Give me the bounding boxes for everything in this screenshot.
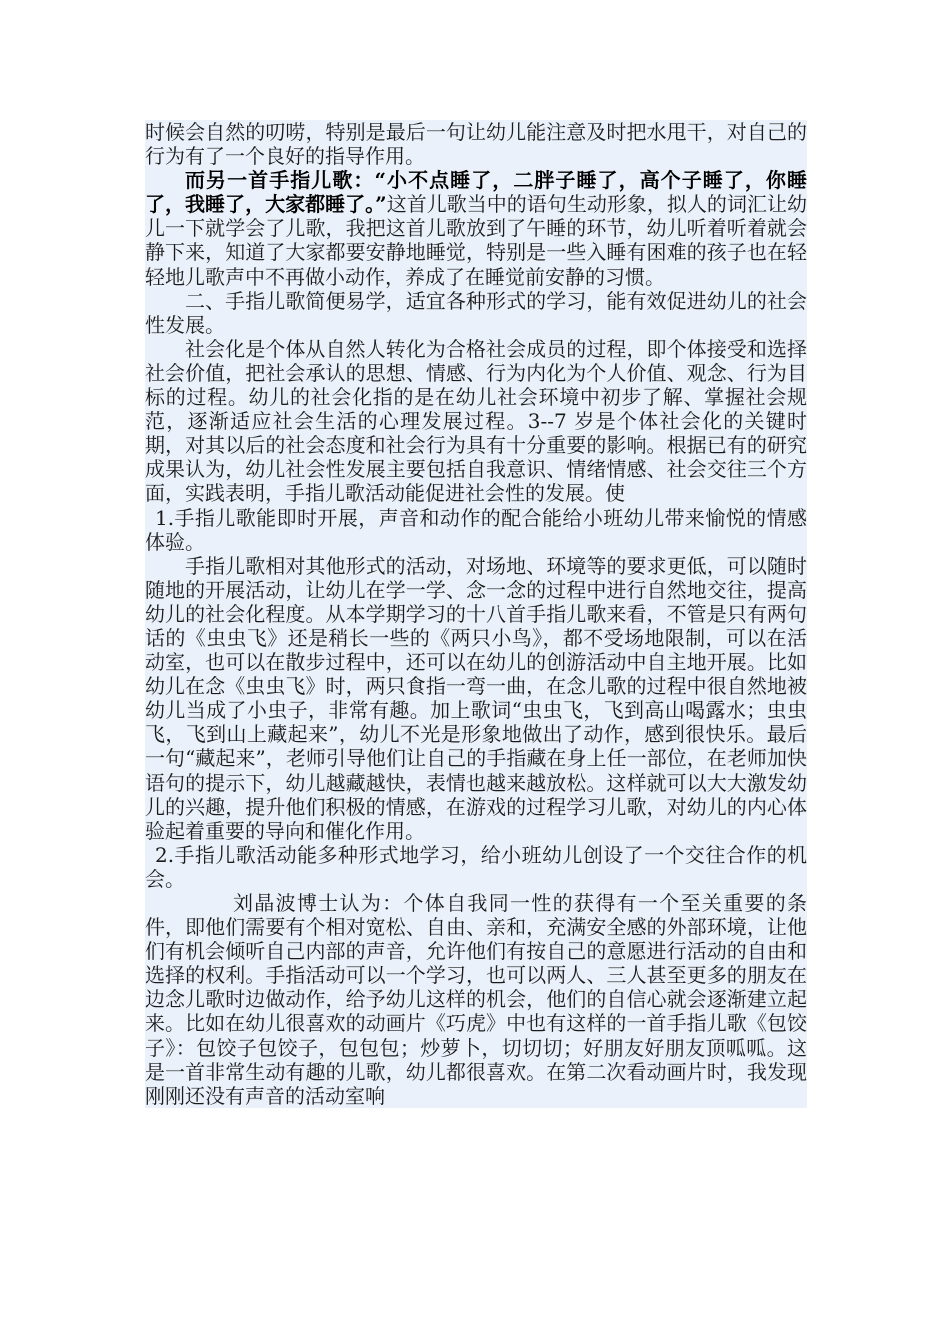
paragraph-finger-rhymes: 手指儿歌相对其他形式的活动，对场地、环境等的要求更低，可以随时随地的开展活动，让幼儿在学一学、念一念的过程中进行自然地交往，提高幼儿的社会化程度。从本学期学习的十八首手指儿歌来看，不管是只有两句话的《虫虫飞》还是稍长一些的《两只小鸟》，都不受场地限制，可以在活动室，也可以在散步过程中，还可以在幼儿的创游活动中自主地开展。比如幼儿在念《虫虫飞》时，两只食指一弯一曲，在念儿歌的过程中很自然地被幼儿当成了小虫子，非常有趣。加上歌词“虫虫飞，飞到高山喝露水；虫虫飞，飞到山上藏起来”，幼儿不光是形象地做出了动作，感到很快乐。最后一句“藏起来”，老师引导他们让自己的手指藏在身上任一部位，在老师加快语句的提示下，幼儿越藏越快，表情也越来越放松。这样就可以大大激发幼儿的兴趣，提升他们积极的情感，在游戏的过程学习儿歌，对幼儿的内心体验起着重要的导向和催化作用。 xyxy=(145,553,807,843)
paragraph-1: 时候会自然的叨唠，特别是最后一句让幼儿能注意及时把水甩干，对自己的行为有了一个良好的指导作用。 xyxy=(145,120,807,169)
paragraph-socialization: 社会化是个体从自然人转化为合格社会成员的过程，即个体接受和选择社会价值，把社会承认的思想、情感、行为内化为个人价值、观念、行为目标的过程。幼儿的社会化指的是在幼儿社会环境中初步了解、掌握社会规范，逐渐适应社会生活的心理发展过程。3--7 岁是个体社会化的关键时期，对其以后的社会态度和社会行为具有十分重要的影响。根据已有的研究成果认为，幼儿社会性发展主要包括自我意识、情绪情感、社会交往三个方面，实践表明，手指儿歌活动能促进社会性的发展。使 xyxy=(145,336,807,506)
subheading-2: 2.手指儿歌活动能多种形式地学习，给小班幼儿创设了一个交往合作的机会。 xyxy=(145,842,807,891)
paragraph-2-continuation: 这首儿歌当中的语句生动形象，拟人的词汇让幼儿一下就学会了儿歌，我把这首儿歌放到了午睡的环节，幼儿听着听着就会静下来，知道了大家都要安静地睡觉，特别是一些入睡有困难的孩子也在轻轻地儿歌声中不再做小动作，养成了在睡觉前安静的习惯。 xyxy=(145,192,807,289)
section-heading-2: 二、手指儿歌简便易学，适宜各种形式的学习，能有效促进幼儿的社会性发展。 xyxy=(145,288,807,337)
paragraph-2 xyxy=(145,168,807,288)
quoted-rhyme: 而另一首手指儿歌：“小不点睡了，二胖子睡了，高个子睡了，你睡了，我睡了，大家都睡了。” xyxy=(145,168,807,217)
subheading-1: 1.手指儿歌能即时开展，声音和动作的配合能给小班幼儿带来愉悦的情感体验。 xyxy=(145,505,807,554)
paragraph-liu-jingbo: 刘晶波博士认为：个体自我同一性的获得有一个至关重要的条件，即他们需要有个相对宽松、自由、亲和，充满安全感的外部环境，让他们有机会倾听自己内部的声音，允许他们有按自己的意愿进行活动的自由和选择的权利。手指活动可以一个学习，也可以两人、三人甚至更多的朋友在边念儿歌时边做动作，给予幼儿这样的机会，他们的自信心就会逐渐建立起来。比如在幼儿很喜欢的动画片《巧虎》中也有这样的一首手指儿歌《包饺子》：包饺子包饺子，包包包；炒萝卜，切切切；好朋友好朋友顶呱呱。这是一首非常生动有趣的儿歌，幼儿都很喜欢。在第二次看动画片时，我发现刚刚还没有声音的活动室响 xyxy=(145,891,807,1108)
body-text-block xyxy=(145,120,807,1108)
